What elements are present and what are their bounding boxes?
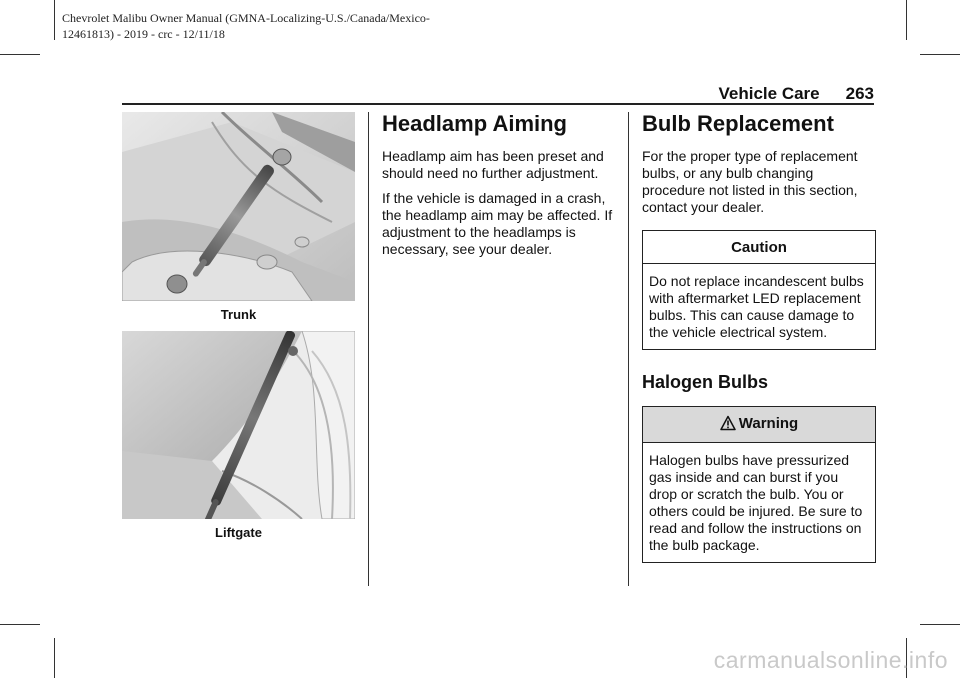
bulb-title: Bulb Replacement bbox=[642, 111, 834, 136]
caution-box bbox=[642, 230, 876, 350]
trunk-illustration bbox=[122, 112, 355, 301]
page-number: 263 bbox=[845, 84, 874, 103]
warning-body bbox=[643, 443, 875, 562]
liftgate-figure bbox=[122, 331, 355, 540]
section-header bbox=[719, 84, 875, 104]
crop-mark bbox=[54, 638, 55, 678]
warning-triangle-icon bbox=[720, 415, 736, 435]
column-divider bbox=[368, 112, 369, 586]
headlamp-section bbox=[382, 110, 618, 266]
warning-box bbox=[642, 406, 876, 563]
liftgate-caption: Liftgate bbox=[215, 525, 262, 540]
bulb-paragraph-1: For the proper type of replacement bulbs, or any bulb changing procedure not listed in this section, contact your dealer. bbox=[642, 148, 858, 215]
warning-header bbox=[643, 407, 875, 443]
headlamp-paragraph-2: If the vehicle is damaged in a crash, the headlamp aim may be affected. If adjustment to the headlamps is necessary, see your dealer. bbox=[382, 190, 613, 257]
crop-mark bbox=[54, 0, 55, 40]
crop-mark bbox=[920, 54, 960, 55]
halogen-title: Halogen Bulbs bbox=[642, 372, 769, 392]
crop-mark bbox=[906, 0, 907, 40]
warning-title: Warning bbox=[738, 415, 799, 432]
caution-text: Do not replace incandescent bulbs with aftermarket LED replacement bulbs. This can cause damage to the vehicle electrical system. bbox=[649, 273, 864, 340]
crop-mark bbox=[920, 624, 960, 625]
header-rule bbox=[122, 103, 874, 105]
caution-title: Caution bbox=[643, 231, 875, 264]
trunk-figure bbox=[122, 112, 355, 322]
section-title: Vehicle Care bbox=[718, 84, 820, 103]
bulb-section bbox=[642, 110, 878, 563]
watermark: carmanualsonline.info bbox=[713, 647, 948, 673]
caution-body bbox=[643, 264, 875, 349]
headlamp-title: Headlamp Aiming bbox=[382, 111, 567, 136]
crop-mark bbox=[0, 624, 40, 625]
document-header bbox=[62, 10, 430, 42]
liftgate-illustration bbox=[122, 331, 355, 519]
headlamp-paragraph-1: Headlamp aim has been preset and should need no further adjustment. bbox=[382, 148, 604, 181]
warning-text: Halogen bulbs have pressurized gas inside and can burst if you drop or scratch the bulb. You or others could be injured. Be sure to read and follow the instructions on the bulb package. bbox=[649, 452, 863, 553]
crop-mark bbox=[0, 54, 40, 55]
trunk-caption: Trunk bbox=[220, 307, 257, 322]
column-divider bbox=[628, 112, 629, 586]
document-header-line2: 12461813) - 2019 - crc - 12/11/18 bbox=[62, 27, 225, 41]
document-header-line1: Chevrolet Malibu Owner Manual (GMNA-Localizing-U.S./Canada/Mexico- bbox=[62, 11, 430, 25]
